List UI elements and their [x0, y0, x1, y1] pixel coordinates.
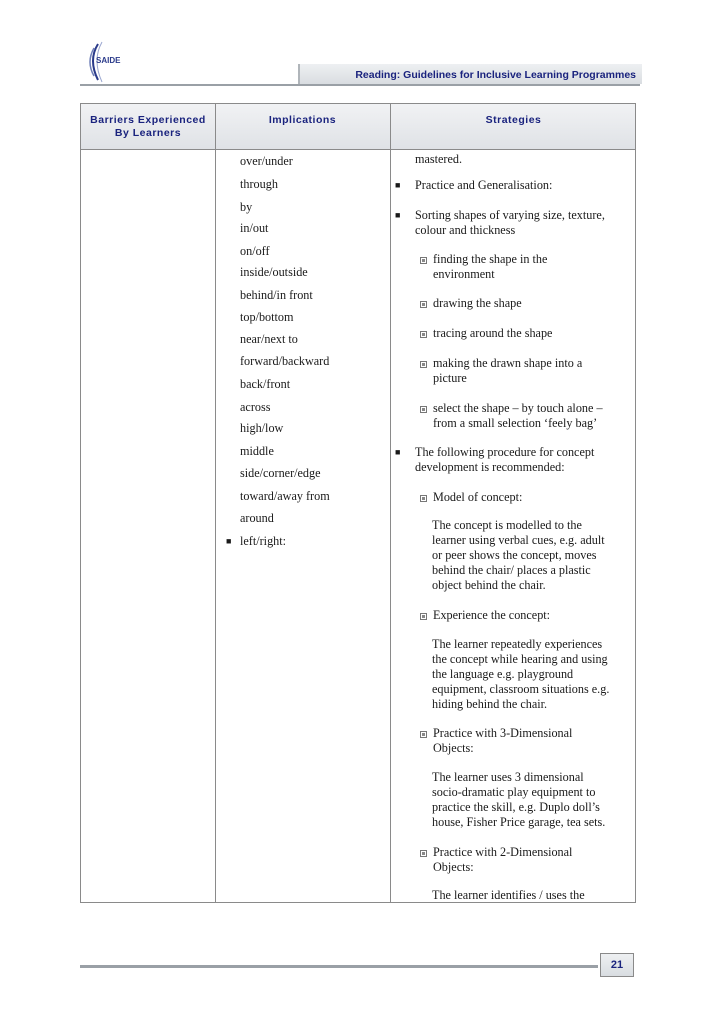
strategy-text: The learner identifies / uses the: [432, 888, 585, 902]
strategy-text: finding the shape in the: [433, 252, 548, 266]
checkbox-bullet-icon: [420, 731, 427, 738]
strategy-text: socio-dramatic play equipment to: [432, 785, 596, 799]
strategy-text: Practice with 2-Dimensional: [433, 845, 573, 859]
strategy-text: The learner uses 3 dimensional: [432, 770, 584, 784]
list-item: around: [240, 511, 274, 525]
checkbox-bullet-icon: [420, 406, 427, 413]
header-implications: Implications: [268, 114, 337, 126]
page-header-title: Reading: Guidelines for Inclusive Learning Programmes: [355, 69, 636, 81]
strategy-text: picture: [433, 371, 467, 385]
logo-text: SAIDE: [96, 56, 121, 65]
strategy-text: hiding behind the chair.: [432, 697, 548, 711]
bullet-icon: ■: [395, 180, 401, 190]
strategy-text: Experience the concept:: [433, 608, 551, 622]
checkbox-bullet-icon: [420, 495, 427, 502]
strategy-text: environment: [433, 267, 495, 281]
list-item: toward/away from: [240, 489, 330, 503]
checkbox-bullet-icon: [420, 361, 427, 368]
strategy-text: practice the skill, e.g. Duplo doll’s: [432, 800, 600, 814]
strategy-text: Objects:: [433, 860, 474, 874]
strategy-text: behind the chair/ places a plastic: [432, 563, 591, 577]
checkbox-bullet-icon: [420, 613, 427, 620]
list-item: behind/in front: [240, 288, 313, 302]
list-item: in/out: [240, 221, 269, 235]
strategy-text: The learner repeatedly experiences: [432, 637, 603, 651]
list-item: top/bottom: [240, 310, 294, 324]
bullet-icon: ■: [395, 210, 401, 220]
strategy-text: tracing around the shape: [433, 326, 553, 340]
header-barriers-line1: Barriers Experienced: [90, 114, 206, 126]
list-item: over/under: [240, 154, 293, 168]
list-item: middle: [240, 444, 274, 458]
bullet-icon: ■: [395, 447, 401, 457]
strategy-text: Sorting shapes of varying size, texture,: [415, 208, 605, 222]
list-item: side/corner/edge: [240, 466, 321, 480]
strategy-text: equipment, classroom situations e.g.: [432, 682, 610, 696]
strategy-text: house, Fisher Price garage, tea sets.: [432, 815, 606, 829]
bullet-icon: ■: [226, 536, 232, 546]
list-item: across: [240, 400, 271, 414]
checkbox-bullet-icon: [420, 301, 427, 308]
checkbox-bullet-icon: [420, 257, 427, 264]
checkbox-bullet-icon: [420, 331, 427, 338]
column-divider: [215, 104, 216, 902]
list-item: forward/backward: [240, 354, 330, 368]
column-divider: [390, 104, 391, 902]
strategy-text: making the drawn shape into a: [433, 356, 583, 370]
header-barriers-line2: By Learners: [114, 127, 182, 139]
page-number: 21: [600, 953, 634, 977]
list-item: through: [240, 177, 278, 191]
list-item: by: [240, 200, 253, 214]
strategy-text: object behind the chair.: [432, 578, 546, 592]
strategy-text: learner using verbal cues, e.g. adult: [432, 533, 605, 547]
strategy-text: mastered.: [415, 152, 463, 166]
strategy-text: colour and thickness: [415, 223, 516, 237]
strategy-text: or peer shows the concept, moves: [432, 548, 597, 562]
checkbox-bullet-icon: [420, 850, 427, 857]
strategy-text: development is recommended:: [415, 460, 565, 474]
strategy-text: the language e.g. playground: [432, 667, 574, 681]
header-barriers: [81, 114, 215, 140]
list-item: left/right:: [240, 534, 287, 548]
header-strategies: Strategies: [485, 114, 542, 126]
strategy-text: Objects:: [433, 741, 474, 755]
strategy-text: drawing the shape: [433, 296, 522, 310]
strategies-table: [80, 103, 636, 903]
list-item: on/off: [240, 244, 270, 258]
strategy-text: The following procedure for concept: [415, 445, 595, 459]
list-item: back/front: [240, 377, 291, 391]
list-item: inside/outside: [240, 265, 308, 279]
strategy-text: from a small selection ‘feely bag’: [433, 416, 598, 430]
header-rule: [80, 84, 640, 86]
strategy-text: Practice and Generalisation:: [415, 178, 553, 192]
strategy-text: Model of concept:: [433, 490, 523, 504]
strategy-text: The concept is modelled to the: [432, 518, 582, 532]
strategy-text: the concept while hearing and using: [432, 652, 608, 666]
footer-rule: [80, 965, 598, 968]
list-item: high/low: [240, 421, 284, 435]
strategy-text: select the shape – by touch alone –: [433, 401, 603, 415]
strategy-text: Practice with 3-Dimensional: [433, 726, 573, 740]
list-item: near/next to: [240, 332, 298, 346]
